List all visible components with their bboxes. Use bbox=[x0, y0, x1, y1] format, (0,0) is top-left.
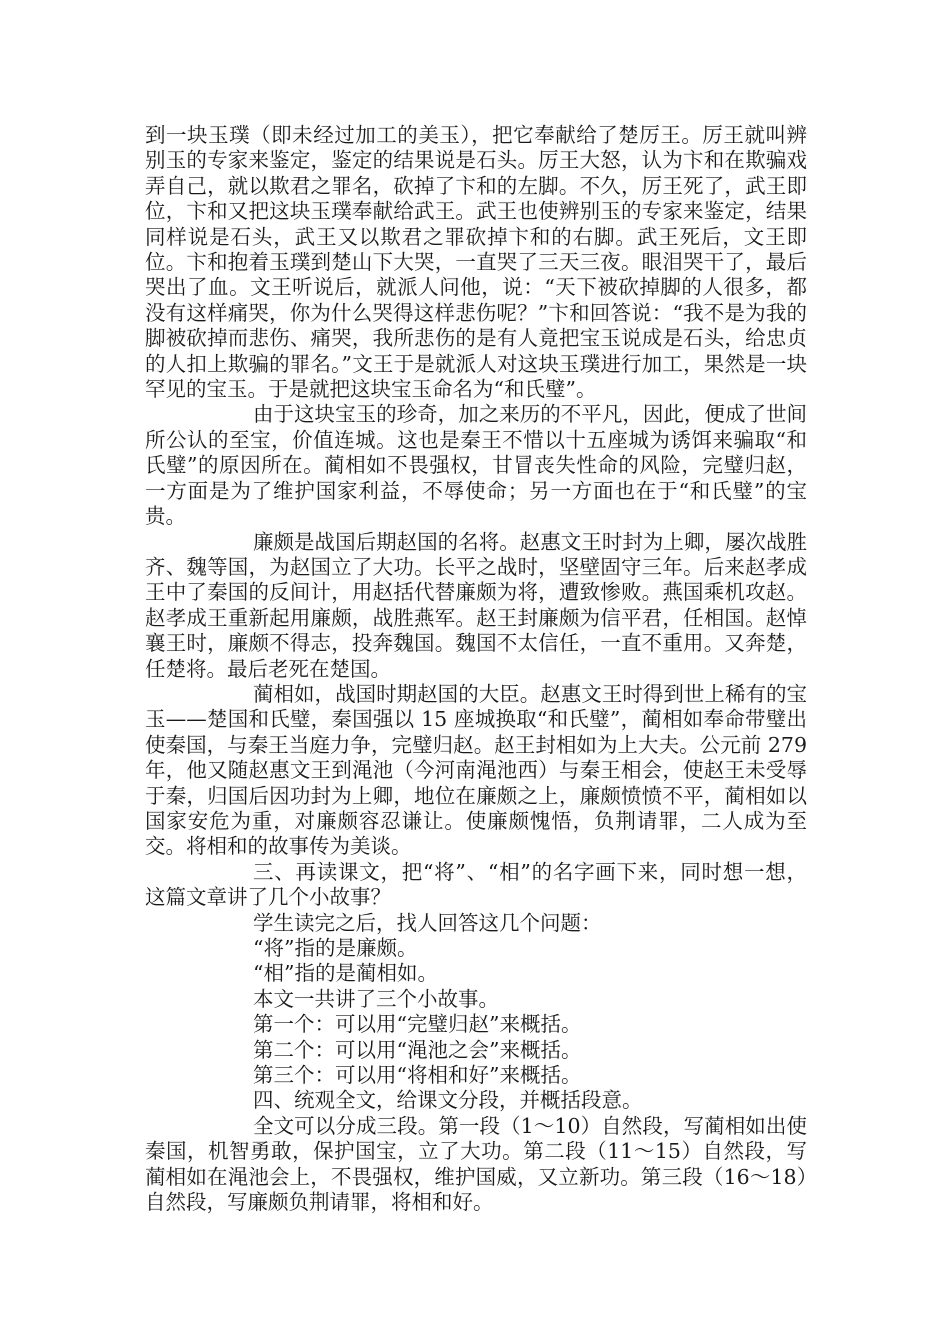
paragraph-lian-po-bio: 廉颇是战国后期赵国的名将。赵惠文王时封为上卿，屡次战胜齐、魏等国，为赵国立了大功。长平之战时，坚壁固守三年。后来赵孝成王中了秦国的反间计，用赵括代替廉颇为将，遭致惨败。燕国乘机攻赵。赵孝成王重新起用廉颇，战胜燕军。赵王封廉颇为信平君，任相国。赵悼襄王时，廉颇不得志，投奔魏国。魏国不太信任，一直不重用。又奔楚，任楚将。最后老死在楚国。 bbox=[145, 529, 807, 681]
paragraph-section-summary: 全文可以分成三段。第一段（1～10）自然段，写蔺相如出使秦国，机智勇敢，保护国宝，立了大功。第二段（11～15）自然段，写蔺相如在渑池会上，不畏强权，维护国威，又立新功。第三段（16～18）自然段，写廉颇负荆请罪，将相和好。 bbox=[145, 1113, 807, 1215]
answer-intro: 学生读完之后，找人回答这几个问题： bbox=[253, 910, 602, 935]
answer-story-two: 第二个：可以用“渑池之会”来概括。 bbox=[253, 1037, 582, 1062]
document-body bbox=[145, 123, 807, 1215]
paragraph-jade-value: 由于这块宝玉的珍奇，加之来历的不平凡，因此，便成了世间所公认的至宝，价值连城。这也是秦王不惜以十五座城为诱饵来骗取“和氏璧”的原因所在。蔺相如不畏强权，甘冒丧失性命的风险，完璧归赵，一方面是为了维护国家利益，不辱使命；另一方面也在于“和氏璧”的宝贵。 bbox=[145, 402, 807, 529]
paragraph-bian-he-story: 到一块玉璞（即未经过加工的美玉），把它奉献给了楚厉王。厉王就叫辨别玉的专家来鉴定，鉴定的结果说是石头。厉王大怒，认为卞和在欺骗戏弄自己，就以欺君之罪名，砍掉了卞和的左脚。不久，厉王死了，武王即位，卞和又把这块玉璞奉献给武王。武王也使辨别玉的专家来鉴定，结果同样说是石头，武王又以欺君之罪砍掉卞和的右脚。武王死后，文王即位。卞和抱着玉璞到楚山下大哭，一直哭了三天三夜。眼泪哭干了，最后哭出了血。文王听说后，就派人问他，说：“天下被砍掉脚的人很多，都没有这样痛哭，你为什么哭得这样悲伤呢？”卞和回答说：“我不是为我的脚被砍掉而悲伤、痛哭，我所悲伤的是有人竟把宝玉说成是石头，给忠贞的人扣上欺骗的罪名。”文王于是就派人对这块玉璞进行加工，果然是一块罕见的宝玉。于是就把这块宝玉命名为“和氏璧”。 bbox=[145, 123, 807, 402]
answer-story-one: 第一个：可以用“完璧归赵”来概括。 bbox=[253, 1012, 582, 1037]
answer-story-count: 本文一共讲了三个小故事。 bbox=[253, 986, 499, 1011]
answer-story-three: 第三个：可以用“将相和好”来概括。 bbox=[253, 1063, 582, 1088]
paragraph-step-four: 四、统观全文，给课文分段，并概括段意。 bbox=[253, 1088, 643, 1113]
answer-general: “将”指的是廉颇。 bbox=[253, 936, 418, 960]
paragraph-step-three: 三、再读课文，把“将”、“相”的名字画下来，同时想一想，这篇文章讲了几个小故事？ bbox=[145, 859, 807, 910]
paragraph-lin-xiangru-bio: 蔺相如，战国时期赵国的大臣。赵惠文王时得到世上稀有的宝玉——楚国和氏璧，秦国强以 15 座城换取“和氏璧”，蔺相如奉命带璧出使秦国，与秦王当庭力争，完璧归赵。赵王封相如为上大夫。公元前 279 年，他又随赵惠文王到渑池（今河南渑池西）与秦王相会，使赵王未受辱于秦，归国后因功封为上卿，地位在廉颇之上，廉颇愤愤不平，蔺相如以国家安危为重，对廉颇容忍谦让。使廉颇愧悟，负荆请罪，二人成为至交。将相和的故事传为美谈。 bbox=[145, 681, 807, 859]
answer-minister: “相”指的是蔺相如。 bbox=[253, 961, 438, 986]
